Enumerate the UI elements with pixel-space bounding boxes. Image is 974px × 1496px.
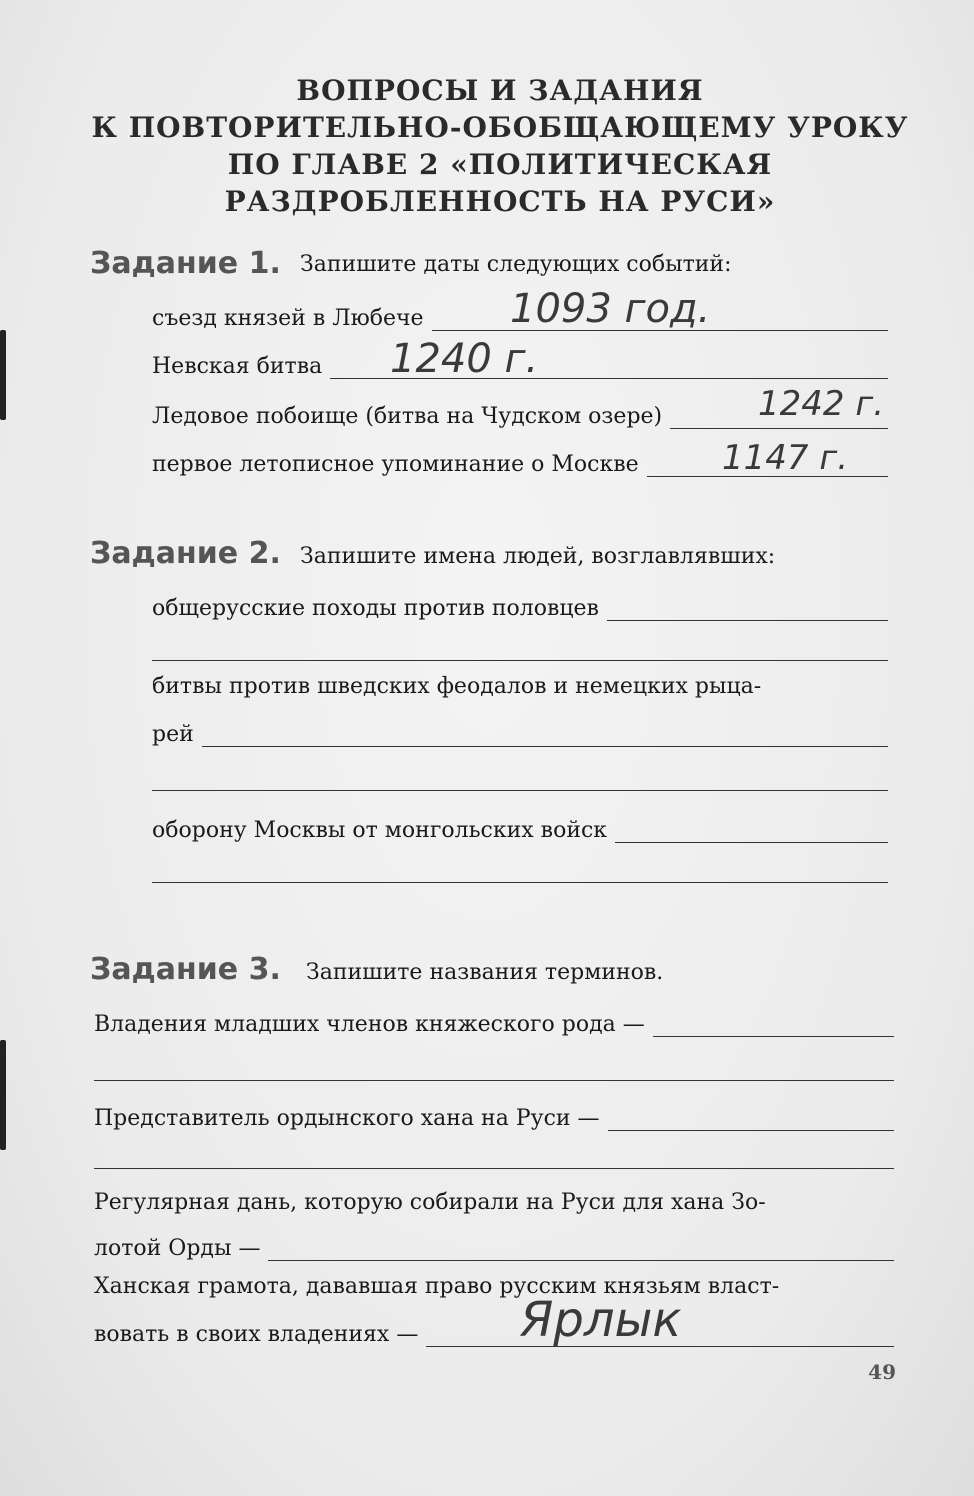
task2-item bbox=[152, 722, 888, 747]
answer-field[interactable] bbox=[202, 724, 888, 747]
title-line: ПО ГЛАВЕ 2 «ПОЛИТИЧЕСКАЯ bbox=[227, 148, 773, 181]
task3-item bbox=[94, 1012, 894, 1037]
answer-line[interactable] bbox=[152, 882, 888, 883]
title-line: К ПОВТОРИТЕЛЬНО-ОБОБЩАЮЩЕМУ УРОКУ bbox=[91, 111, 909, 144]
task2-item bbox=[152, 818, 888, 843]
task2-prompt: Запишите имена людей, возглавлявших: bbox=[300, 544, 776, 569]
answer-field[interactable] bbox=[615, 820, 888, 843]
page-number: 49 bbox=[868, 1360, 896, 1384]
item-label: лотой Орды — bbox=[94, 1236, 261, 1261]
handwritten-answer: 1147 г. bbox=[722, 438, 849, 478]
item-label: Невская битва bbox=[152, 354, 323, 379]
item-label: Ханская грамота, дававшая право русским князьям власт- bbox=[94, 1274, 780, 1299]
answer-line[interactable] bbox=[94, 1080, 894, 1081]
item-label: общерусские походы против половцев bbox=[152, 596, 599, 621]
page-title bbox=[60, 72, 940, 220]
task3-prompt: Запишите названия терминов. bbox=[306, 960, 664, 985]
answer-field[interactable] bbox=[607, 598, 888, 621]
item-label: битвы против шведских феодалов и немецких рыца- bbox=[152, 674, 762, 699]
item-label: первое летописное упоминание о Москве bbox=[152, 452, 639, 477]
title-line: РАЗДРОБЛЕННОСТЬ НА РУСИ» bbox=[224, 185, 776, 218]
task3-item bbox=[94, 1236, 894, 1261]
task2-heading: Задание 2. bbox=[90, 536, 281, 571]
item-label: Ледовое побоище (битва на Чудском озере) bbox=[152, 404, 663, 429]
handwritten-answer: 1242 г. bbox=[758, 384, 885, 424]
task1-heading: Задание 1. bbox=[90, 246, 281, 281]
item-label: оборону Москвы от монгольских войск bbox=[152, 818, 608, 843]
answer-field[interactable] bbox=[608, 1108, 894, 1131]
item-label: Представитель ордынского хана на Руси — bbox=[94, 1106, 600, 1131]
handwritten-answer: 1240 г. bbox=[390, 336, 539, 382]
title-line: ВОПРОСЫ И ЗАДАНИЯ bbox=[296, 74, 704, 107]
answer-line[interactable] bbox=[152, 660, 888, 661]
item-label: Владения младших членов княжеского рода — bbox=[94, 1012, 645, 1037]
task3-heading: Задание 3. bbox=[90, 952, 281, 987]
binding-mark bbox=[0, 330, 6, 420]
answer-line[interactable] bbox=[94, 1168, 894, 1169]
answer-field[interactable] bbox=[653, 1014, 894, 1037]
handwritten-answer: 1093 год. bbox=[510, 286, 711, 332]
binding-mark bbox=[0, 1040, 6, 1150]
answer-field[interactable] bbox=[268, 1238, 894, 1261]
task3-item bbox=[94, 1322, 894, 1347]
item-label: съезд князей в Любече bbox=[152, 306, 424, 331]
task2-item bbox=[152, 596, 888, 621]
item-label: вовать в своих владениях — bbox=[94, 1322, 419, 1347]
handwritten-answer: Ярлык bbox=[520, 1292, 682, 1348]
item-label: Регулярная дань, которую собирали на Руси для хана Зо- bbox=[94, 1190, 766, 1215]
task1-prompt: Запишите даты следующих событий: bbox=[300, 252, 732, 277]
task3-item bbox=[94, 1106, 894, 1131]
item-label: рей bbox=[152, 722, 194, 747]
answer-line[interactable] bbox=[152, 790, 888, 791]
